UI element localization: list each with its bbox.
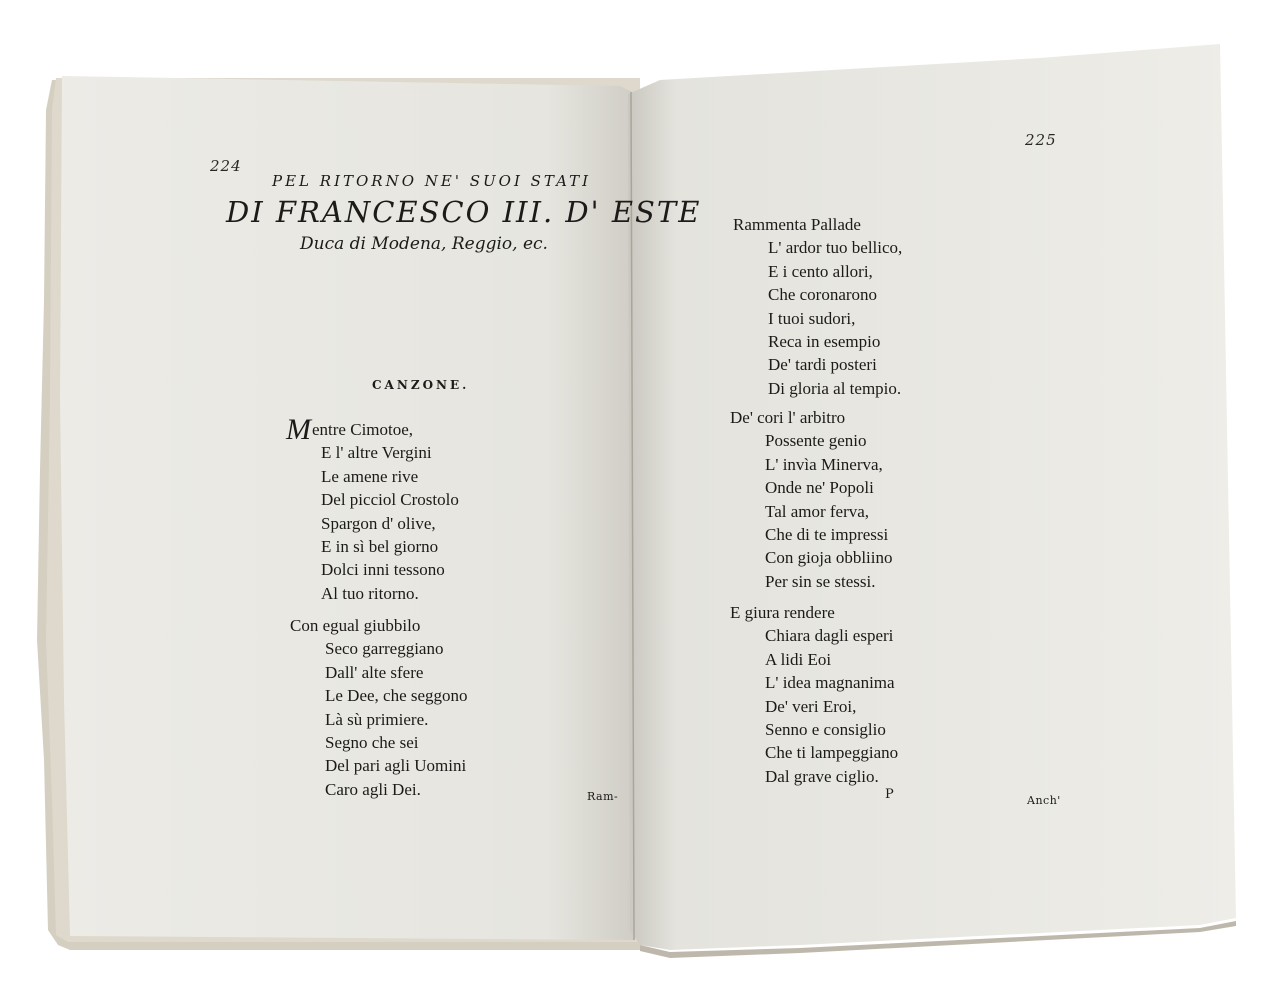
section-title: CANZONE. (372, 378, 470, 392)
heading-dedication: PEL RITORNO NE' SUOI STATI (272, 172, 592, 190)
left-stanza-1 (286, 413, 459, 605)
verse-line: Là sù primiere. (325, 709, 429, 729)
verse-line: De' veri Eroi, (765, 696, 857, 716)
verse-line: Dolci inni tessono (321, 560, 445, 580)
verse-line: De' tardi posteri (768, 355, 877, 375)
verse-line: Del picciol Crostolo (321, 490, 459, 510)
verse-line: Che coronarono (768, 285, 878, 305)
verse-line: Che ti lampeggiano (765, 743, 899, 763)
catchword: Ram- (587, 790, 619, 803)
verse-line: I tuoi sudori, (768, 308, 856, 328)
right-page (628, 44, 1236, 950)
verse-line: Rammenta Pallade (733, 215, 861, 234)
verse-line: Reca in esempio (768, 331, 881, 351)
heading-subtitle: Duca di Modena, Reggio, ec. (300, 234, 548, 254)
verse-line: L' ardor tuo bellico, (768, 238, 903, 258)
verse-line: Possente genio (765, 431, 867, 451)
verse-line: Le Dee, che seggono (325, 686, 468, 706)
verse-line: Con egual giubbilo (290, 616, 421, 635)
verse-line: Senno e consiglio (765, 719, 886, 739)
verse-line: entre Cimotoe, (312, 420, 414, 439)
drop-cap: M (286, 413, 311, 446)
verse-line: L' invìa Minerva, (765, 454, 883, 474)
right-stanza-3 (730, 601, 898, 788)
verse-line: Dall' alte sfere (325, 662, 424, 682)
verse-line: Dal grave ciglio. (765, 766, 879, 786)
signature-mark: P (885, 787, 894, 802)
verse-line: E i cento allori, (768, 261, 873, 281)
verse-line: De' cori l' arbitro (730, 408, 846, 427)
verse-line: Che di te impressi (765, 524, 889, 544)
heading-title: DI FRANCESCO III. D' ESTE (226, 195, 702, 229)
verse-line: Per sin se stessi. (765, 571, 876, 591)
catchword: Anch' (1027, 794, 1061, 807)
page-number: 225 (1025, 131, 1057, 149)
verse-line: Tal amor ferva, (765, 501, 870, 521)
verse-line: Chiara dagli esperi (765, 626, 894, 646)
verse-line: A lidi Eoi (765, 649, 832, 669)
verse-line: Le amene rive (321, 466, 419, 486)
verse-line: L' idea magnanima (765, 673, 895, 693)
left-stanza-2 (290, 614, 468, 801)
right-stanza-2 (730, 406, 893, 593)
verse-line: Spargon d' olive, (321, 513, 436, 533)
verse-line: Caro agli Dei. (325, 779, 421, 799)
right-stanza-1 (733, 213, 902, 400)
verse-line: Con gioja obbliino (765, 548, 893, 568)
verse-line: E giura rendere (730, 603, 835, 622)
verse-line: Onde ne' Popoli (765, 478, 874, 498)
verse-line: E in sì bel giorno (321, 536, 439, 556)
verse-line: Del pari agli Uomini (325, 756, 467, 776)
verse-line: Di gloria al tempio. (768, 378, 902, 398)
verse-line: Segno che sei (325, 732, 419, 752)
verse-line: Seco garreggiano (325, 639, 444, 659)
verse-line: E l' altre Vergini (321, 443, 432, 463)
page-number: 224 (210, 157, 242, 175)
verse-line: Al tuo ritorno. (321, 583, 419, 603)
